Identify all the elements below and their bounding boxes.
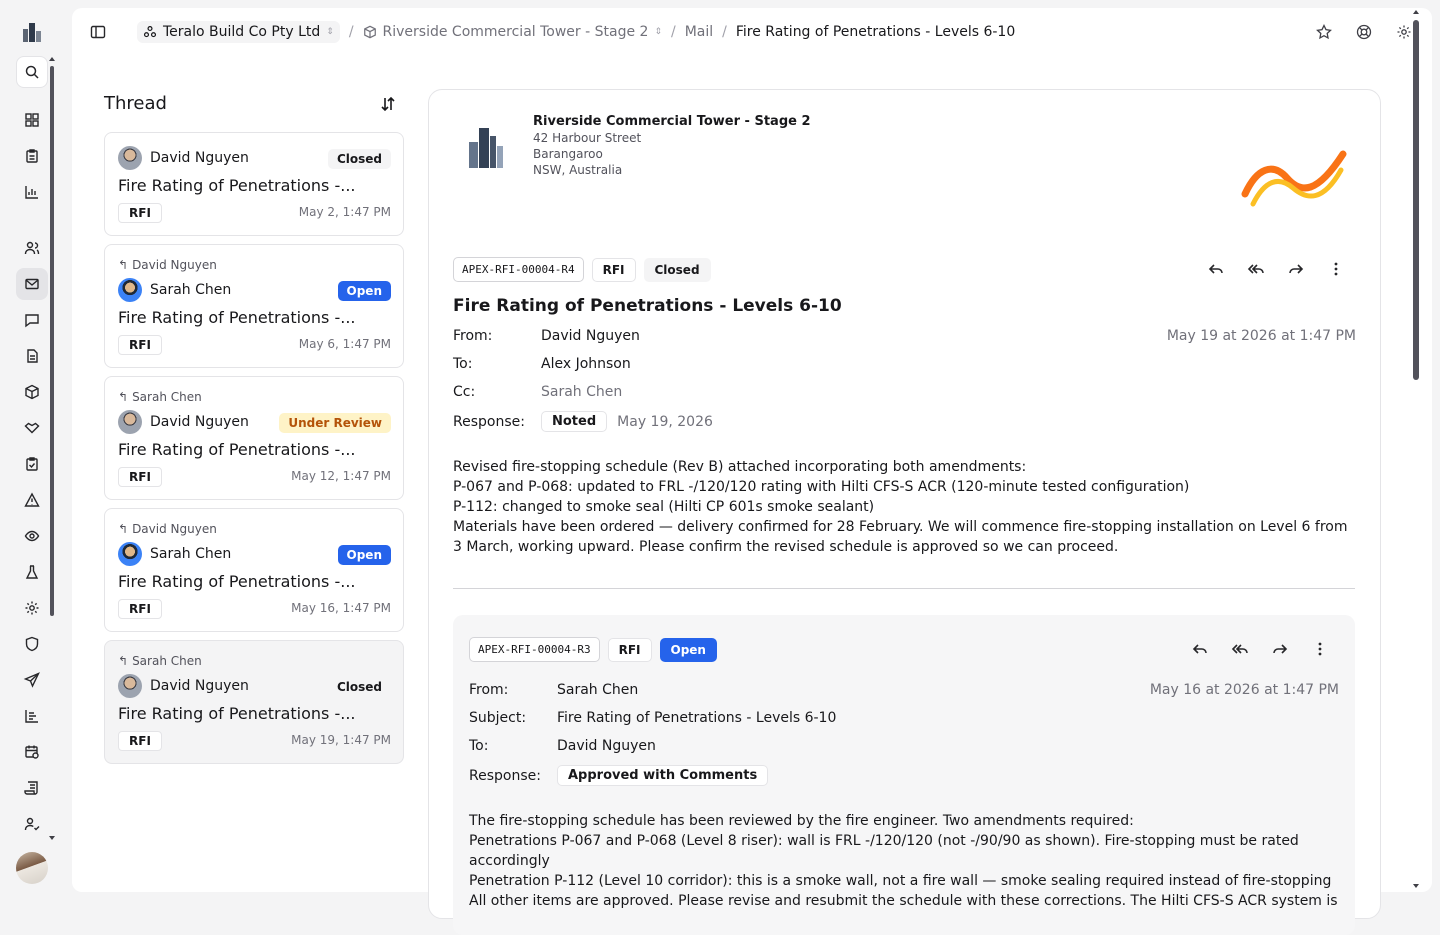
app-rail xyxy=(0,0,64,900)
chevron-updown-icon: ⇕ xyxy=(326,26,334,37)
users-icon[interactable] xyxy=(20,236,44,260)
org-switcher[interactable] xyxy=(137,21,340,43)
type-tag: RFI xyxy=(118,599,162,619)
thread-card[interactable] xyxy=(104,132,404,236)
send-icon[interactable] xyxy=(20,668,44,692)
sender-name: Sarah Chen xyxy=(150,282,232,298)
card-date: May 19, 1:47 PM xyxy=(291,733,391,747)
body-line: P-112: changed to smoke seal (Hilti CP 601s smoke sealant) xyxy=(453,499,875,515)
message-date: May 19 at 2026 at 1:47 PM xyxy=(1166,328,1356,344)
status-badge: Open xyxy=(338,545,391,565)
reply-from-name: Sarah Chen xyxy=(132,390,202,404)
reply-icon: ↰ xyxy=(118,654,129,668)
cc-field xyxy=(453,384,622,400)
status-badge: Closed xyxy=(644,258,711,282)
project-header xyxy=(533,114,811,178)
to-field xyxy=(469,738,656,754)
warning-icon[interactable] xyxy=(20,488,44,512)
avatar xyxy=(118,542,142,566)
app-logo-icon[interactable] xyxy=(20,20,44,44)
reference-id: APEX-RFI-00004-R4 xyxy=(453,257,584,282)
reference-id: APEX-RFI-00004-R3 xyxy=(469,637,600,662)
mail-icon[interactable] xyxy=(16,268,48,300)
reply-from-name: David Nguyen xyxy=(132,522,217,536)
message-actions xyxy=(1207,260,1345,278)
message-date: May 16 at 2026 at 1:47 PM xyxy=(1149,682,1339,698)
status-badge: Open xyxy=(660,638,717,662)
field-label: From: xyxy=(469,682,509,698)
thread-title: Thread xyxy=(104,93,167,114)
reply-from xyxy=(118,390,202,404)
body-line: 3 March, working upward. Please confirm the revised schedule is approved so we can proceed. xyxy=(453,539,1119,555)
type-tag: RFI xyxy=(118,731,162,751)
message-tags xyxy=(469,637,717,662)
sender-name: David Nguyen xyxy=(150,414,249,430)
breadcrumb-separator: / xyxy=(671,24,676,40)
from-value[interactable]: Sarah Chen xyxy=(557,682,639,698)
project-switcher[interactable] xyxy=(363,24,662,40)
to-value[interactable]: David Nguyen xyxy=(557,738,656,754)
reply-from-name: David Nguyen xyxy=(132,258,217,272)
divider xyxy=(453,588,1355,589)
checklist-icon[interactable] xyxy=(20,452,44,476)
card-subject: Fire Rating of Penetrations -... xyxy=(118,572,356,591)
previous-message xyxy=(453,615,1355,935)
from-value[interactable]: David Nguyen xyxy=(541,328,640,344)
body-line: P-067 and P-068: updated to FRL -/120/120 rating with Hilti CFS-S ACR (120-minute tested configuration) xyxy=(453,479,1190,495)
card-date: May 16, 1:47 PM xyxy=(291,601,391,615)
message-title: Fire Rating of Penetrations - Levels 6-10 xyxy=(453,296,842,316)
cube-icon xyxy=(363,25,377,39)
project-address-line: NSW, Australia xyxy=(533,163,623,177)
eye-icon[interactable] xyxy=(20,524,44,548)
type-tag: RFI xyxy=(608,638,652,662)
thread-card[interactable] xyxy=(104,508,404,632)
response-chip: Approved with Comments xyxy=(557,765,768,786)
message-body xyxy=(453,457,1363,557)
more-vertical-icon[interactable] xyxy=(1327,260,1345,278)
rail-scroll-up[interactable] xyxy=(49,57,55,61)
field-label: Response: xyxy=(453,413,525,430)
card-sender xyxy=(118,410,249,434)
handshake-icon[interactable] xyxy=(20,416,44,440)
field-label: Cc: xyxy=(453,384,476,400)
sidebar-toggle-icon[interactable] xyxy=(90,24,106,40)
message-actions xyxy=(1191,640,1329,658)
response-field xyxy=(469,765,768,786)
project-name: Riverside Commercial Tower - Stage 2 xyxy=(382,24,649,40)
help-icon[interactable] xyxy=(1356,24,1372,40)
settings-icon[interactable] xyxy=(1396,24,1412,40)
breadcrumb-separator: / xyxy=(722,24,727,40)
sender-name: Sarah Chen xyxy=(150,546,232,562)
card-subject: Fire Rating of Penetrations -... xyxy=(118,704,356,723)
top-bar xyxy=(72,8,1412,56)
flask-icon[interactable] xyxy=(20,560,44,584)
cc-value[interactable]: Sarah Chen xyxy=(541,384,623,400)
calendar-clock-icon[interactable] xyxy=(20,740,44,764)
body-line: The fire-stopping schedule has been reviewed by the fire engineer. Two amendments required: xyxy=(469,813,1134,829)
message-body xyxy=(469,811,1349,911)
package-icon[interactable] xyxy=(20,380,44,404)
card-subject: Fire Rating of Penetrations -... xyxy=(118,440,356,459)
reply-from-name: Sarah Chen xyxy=(132,654,202,668)
project-address-line: Barangaroo xyxy=(533,147,603,161)
field-label: Subject: xyxy=(469,710,527,726)
sender-name: David Nguyen xyxy=(150,150,249,166)
breadcrumb-current: Fire Rating of Penetrations - Levels 6-10 xyxy=(735,24,1016,40)
reply-from xyxy=(118,258,217,272)
type-tag: RFI xyxy=(118,335,162,355)
dashboard-icon[interactable] xyxy=(20,108,44,132)
avatar xyxy=(118,146,142,170)
thread-card[interactable] xyxy=(104,376,404,500)
search-icon[interactable] xyxy=(16,56,48,88)
forward-icon[interactable] xyxy=(1287,260,1305,278)
status-badge: Open xyxy=(338,281,391,301)
header-actions xyxy=(1316,24,1412,40)
card-subject: Fire Rating of Penetrations -... xyxy=(118,308,356,327)
type-tag: RFI xyxy=(118,467,162,487)
body-line: Penetration P-112 (Level 10 corridor): this is a smoke wall, not a fire wall — smoke sealing required instead of fire-stopping xyxy=(469,873,1332,889)
sender-name: David Nguyen xyxy=(150,678,249,694)
chart-icon[interactable] xyxy=(20,180,44,204)
star-icon[interactable] xyxy=(1316,24,1332,40)
card-sender xyxy=(118,278,231,302)
reply-all-icon[interactable] xyxy=(1231,640,1249,658)
scroll-icon[interactable] xyxy=(20,776,44,800)
card-sender xyxy=(118,674,249,698)
field-label: To: xyxy=(453,356,473,372)
from-field xyxy=(453,328,640,344)
gear-icon[interactable] xyxy=(20,596,44,620)
response-date: May 19, 2026 xyxy=(617,413,713,430)
org-icon xyxy=(143,25,157,39)
type-tag: RFI xyxy=(118,203,162,223)
rail-scrollbar[interactable] xyxy=(50,66,54,616)
avatar xyxy=(118,278,142,302)
reply-icon[interactable] xyxy=(1191,640,1209,658)
company-logo-icon xyxy=(1239,148,1349,210)
chevron-updown-icon: ⇕ xyxy=(654,26,662,37)
subject-field xyxy=(469,710,836,726)
breadcrumb-separator: / xyxy=(348,24,354,40)
to-field xyxy=(453,356,631,372)
page-scroll-up[interactable] xyxy=(1413,10,1419,14)
chat-icon[interactable] xyxy=(20,308,44,332)
field-label: To: xyxy=(469,738,489,754)
to-value[interactable]: Alex Johnson xyxy=(541,356,631,372)
building-icon xyxy=(469,128,503,168)
reply-icon: ↰ xyxy=(118,522,129,536)
response-field xyxy=(453,411,713,432)
status-badge: Under Review xyxy=(279,413,391,433)
body-line: Materials have been ordered — delivery confirmed for 28 February. We will commence fire-stopping installation on Level 6 from xyxy=(453,519,1348,535)
breadcrumb xyxy=(137,20,1015,44)
message-detail xyxy=(428,89,1381,919)
status-badge: Closed xyxy=(328,149,391,169)
body-line: accordingly xyxy=(469,853,550,869)
card-sender xyxy=(118,542,231,566)
avatar xyxy=(118,410,142,434)
type-tag: RFI xyxy=(592,258,636,282)
body-line: Revised fire-stopping schedule (Rev B) attached incorporating both amendments: xyxy=(453,459,1027,475)
forward-icon[interactable] xyxy=(1271,640,1289,658)
clipboard-icon[interactable] xyxy=(20,144,44,168)
shield-icon[interactable] xyxy=(20,632,44,656)
reply-icon: ↰ xyxy=(118,258,129,272)
card-date: May 6, 1:47 PM xyxy=(298,337,391,351)
reply-all-icon[interactable] xyxy=(1247,260,1265,278)
breadcrumb-mail[interactable]: Mail xyxy=(684,24,714,40)
response-chip: Noted xyxy=(541,411,607,432)
org-name: Teralo Build Co Pty Ltd xyxy=(163,24,321,40)
body-line: Penetrations P-067 and P-068 (Level 8 riser): wall is FRL -/120/120 (not -/90/90 as shown). Fire-stopping must be rated xyxy=(469,833,1299,849)
more-vertical-icon[interactable] xyxy=(1311,640,1329,658)
from-field xyxy=(469,682,638,698)
main-panel xyxy=(72,8,1432,909)
page-scroll-down[interactable] xyxy=(1413,884,1419,888)
status-badge: Closed xyxy=(336,680,382,694)
reply-from xyxy=(118,522,217,536)
sort-icon[interactable] xyxy=(379,95,397,113)
thread-card-selected[interactable] xyxy=(104,640,404,764)
field-label: From: xyxy=(453,328,493,344)
field-label: Response: xyxy=(469,767,541,784)
message-tags xyxy=(453,257,711,282)
card-date: May 2, 1:47 PM xyxy=(298,205,391,219)
project-address-line: 42 Harbour Street xyxy=(533,131,642,145)
user-avatar[interactable] xyxy=(16,852,48,884)
avatar xyxy=(118,674,142,698)
subject-value: Fire Rating of Penetrations - Levels 6-10 xyxy=(557,710,837,726)
card-sender xyxy=(118,146,249,170)
gantt-icon[interactable] xyxy=(20,704,44,728)
document-icon[interactable] xyxy=(20,344,44,368)
card-date: May 12, 1:47 PM xyxy=(291,469,391,483)
user-check-icon[interactable] xyxy=(20,812,44,836)
reply-from xyxy=(118,654,202,668)
rail-scroll-down[interactable] xyxy=(49,836,55,840)
body-line: All other items are approved. Please revise and resubmit the schedule with these corrections. The Hilti CFS-S ACR system is xyxy=(469,893,1338,909)
card-subject: Fire Rating of Penetrations -... xyxy=(118,176,356,195)
page-scrollbar[interactable] xyxy=(1413,20,1419,380)
project-header-name: Riverside Commercial Tower - Stage 2 xyxy=(533,114,811,129)
reply-icon: ↰ xyxy=(118,390,129,404)
reply-icon[interactable] xyxy=(1207,260,1225,278)
thread-card[interactable] xyxy=(104,244,404,368)
